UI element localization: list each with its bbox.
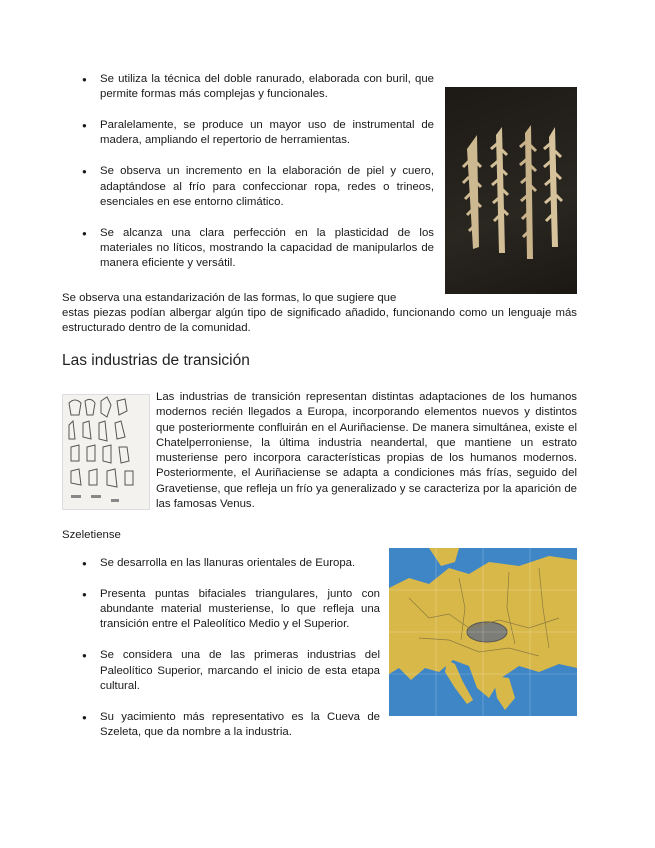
harpoons-photo (445, 87, 577, 294)
szeletiense-bullet-list (62, 556, 380, 756)
list-item: ● Se utiliza la técnica del doble ranurado, elaborada con buril, que permite formas más complejas y funcionales. (62, 72, 434, 103)
tools-drawing (63, 395, 149, 509)
harpoons-illustration (445, 87, 577, 294)
map-drawing (389, 548, 577, 716)
list-item: ● Paralelamente, se produce un mayor uso de instrumental de madera, ampliando el repertorio de herramientas. (62, 118, 434, 149)
standardization-paragraph: estas piezas podían albergar algún tipo de significado añadido, funcionando como un lenguaje más estructurado dentro de la comunidad. (62, 307, 577, 335)
list-item: ● Se observa un incremento en la elaboración de piel y cuero, adaptándose al frío para confeccionar ropa, redes o trineos, esenciales en ese entorno climático. (62, 164, 434, 210)
transition-paragraph: Las industrias de transición representan distintas adaptaciones de los humanos modernos recién llegados a Europa, incorporando elementos nuevos y distintos que posteriormente confluirán en el Auriñaciense. De manera simultánea, existe el Chatelperroniense, la última industria neandertal, que mantiene un estrato musteriense pero incorpora características propias de los humanos modernos. Posteriormente, el Auriñaciense se adapta a condiciones más frías, seguido del Gravetiense, que refleja un frío ya generalizado y se caracteriza por la aparición de las famosas Venus. (156, 391, 577, 511)
lithic-tools-sketch (62, 394, 150, 510)
section-heading-transition: Las industrias de transición (62, 352, 250, 369)
standardization-paragraph-line1: Se observa una estandarización de las formas, lo que sugiere que (62, 292, 397, 304)
szeletiense-label: Szeletiense (62, 529, 121, 541)
list-item: ● Se desarrolla en las llanuras orientales de Europa. (62, 556, 380, 571)
europe-map (389, 548, 577, 716)
technique-bullet-list (62, 72, 434, 287)
list-item: ● Presenta puntas bifaciales triangulares, junto con abundante material musteriense, lo que refleja una transición entre el Paleolítico Medio y el Superior. (62, 587, 380, 633)
list-item: ● Su yacimiento más representativo es la Cueva de Szeleta, que da nombre a la industria. (62, 710, 380, 741)
list-item: ● Se alcanza una clara perfección en la plasticidad de los materiales no líticos, mostrando la capacidad de manipularlos de manera eficiente y versátil. (62, 226, 434, 272)
list-item: ● Se considera una de las primeras industrias del Paleolítico Superior, marcando el inicio de esta etapa cultural. (62, 648, 380, 694)
